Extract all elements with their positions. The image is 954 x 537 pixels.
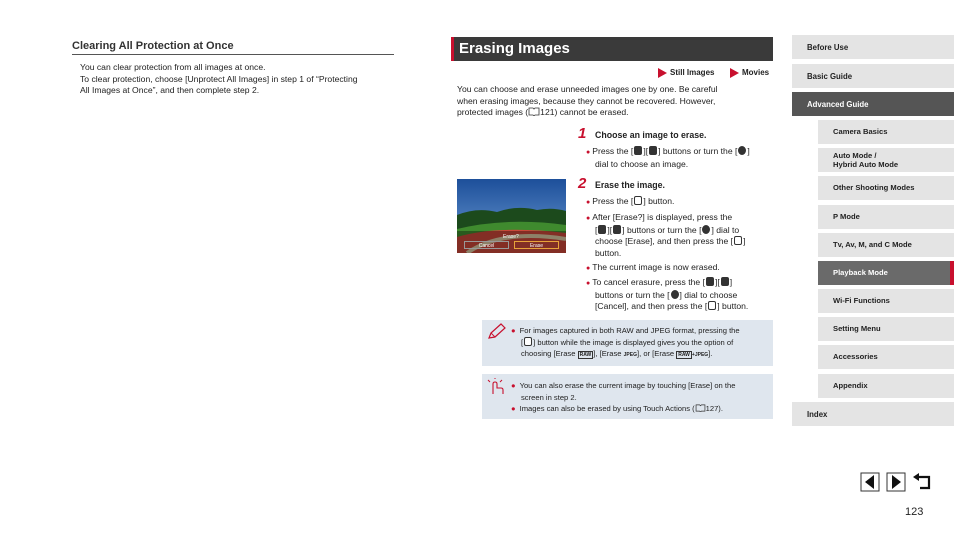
nav-before-use[interactable] xyxy=(792,35,954,59)
text-part: ] xyxy=(743,236,746,246)
nav-p-mode[interactable] xyxy=(818,205,954,229)
body-line: To clear protection, choose [Unprotect All Images] in step 1 of “Protecting xyxy=(80,73,358,84)
text-part: screen in step 2. xyxy=(521,392,577,402)
nav-label: Other Shooting Modes xyxy=(833,183,915,193)
nav-label: Advanced Guide xyxy=(807,99,869,109)
text-part: ] buttons or turn the [ xyxy=(658,146,738,156)
nav-appendix[interactable] xyxy=(818,374,954,398)
trash-icon xyxy=(634,196,642,205)
previous-page-icon[interactable] xyxy=(860,472,880,492)
right-arrow-icon xyxy=(721,277,729,286)
book-icon xyxy=(528,107,540,116)
nav-wifi-functions[interactable] xyxy=(818,289,954,313)
text-part: After [Erase?] is displayed, press the xyxy=(592,212,733,222)
nav-label: Basic Guide xyxy=(807,71,853,81)
text-part: Press the [ xyxy=(592,196,634,206)
step-bullet xyxy=(586,277,776,313)
screen-erase-button[interactable]: Erase xyxy=(514,241,559,249)
text-part: choose [Erase], and then press the [ xyxy=(595,236,734,246)
intro-line xyxy=(457,107,773,119)
trash-icon xyxy=(524,337,532,346)
mode-movies xyxy=(730,68,769,78)
intro-line: when erasing images, because they cannot be recovered. However, xyxy=(457,95,716,106)
text-part: To cancel erasure, press the [ xyxy=(592,277,705,287)
nav-basic-guide[interactable] xyxy=(792,64,954,88)
nav-index[interactable] xyxy=(792,402,954,426)
right-arrow-icon xyxy=(613,225,621,234)
pencil-note-icon xyxy=(486,323,508,341)
bullet-dot-icon: ● xyxy=(511,381,516,390)
bullet-dot-icon: ● xyxy=(586,149,591,156)
nav-label: Appendix xyxy=(833,381,868,391)
nav-label: Playback Mode xyxy=(833,268,888,278)
text-part: [ xyxy=(595,224,598,235)
text-part: ]. xyxy=(708,349,713,358)
nav-playback-mode[interactable] xyxy=(818,261,954,285)
text-part: [Cancel], and then press the [ xyxy=(595,301,708,311)
nav-other-shooting-modes[interactable] xyxy=(818,176,954,200)
text-part: 121) cannot be erased. xyxy=(540,107,629,117)
bullet-dot-icon: ● xyxy=(586,265,591,272)
text-part: buttons or turn the [ xyxy=(595,289,670,300)
text-part: ][ xyxy=(714,277,720,287)
nav-setting-menu[interactable] xyxy=(818,317,954,341)
text-part: [ xyxy=(521,337,524,347)
intro-line: You can choose and erase unneeded images one by one. Be careful xyxy=(457,84,718,94)
nav-label xyxy=(833,151,898,170)
raw-label: RAW xyxy=(678,352,690,358)
nav-label: Camera Basics xyxy=(833,127,888,137)
step-bullet xyxy=(586,146,776,170)
page-header xyxy=(451,37,773,61)
next-page-icon[interactable] xyxy=(886,472,906,492)
text-part: For images captured in both RAW and JPEG format, pressing the xyxy=(519,326,740,335)
step-number: 2 xyxy=(578,175,587,192)
raw-icon: RAW xyxy=(579,352,592,358)
note-box xyxy=(482,320,773,366)
section-title: Clearing All Protection at Once xyxy=(72,40,394,55)
text-part: ] dial to choose xyxy=(679,289,738,300)
func-set-icon xyxy=(708,301,716,310)
camera-screen-image xyxy=(457,179,566,253)
step-title: Erase the image. xyxy=(595,180,665,190)
text-part: 127). xyxy=(705,404,723,413)
bullet-dot-icon: ● xyxy=(586,280,591,287)
mode-label: Still Images xyxy=(670,68,715,78)
bullet-dot-icon: ● xyxy=(586,199,591,206)
text-part: Press the [ xyxy=(592,146,634,156)
book-icon xyxy=(695,404,706,412)
jpeg-label: JPEG xyxy=(694,352,709,358)
nav-label: Index xyxy=(807,409,828,419)
text-part: ] button. xyxy=(643,196,675,206)
plus-sign: + xyxy=(691,352,695,358)
text-part: ], [Erase xyxy=(593,349,624,358)
dial-icon xyxy=(671,290,679,299)
step-bullet xyxy=(586,262,776,275)
body-line: You can clear protection from all images at once. xyxy=(80,62,266,72)
left-arrow-icon xyxy=(706,277,714,286)
note-text xyxy=(511,325,773,362)
text-part: dial to choose an image. xyxy=(595,158,689,169)
nav-label: Wi-Fi Functions xyxy=(833,296,890,306)
text-part: ] dial to xyxy=(711,224,740,235)
right-arrow-icon xyxy=(649,146,657,155)
body-line: All Images at Once”, and then complete step 2. xyxy=(80,85,260,95)
nav-label-line: Hybrid Auto Mode xyxy=(833,160,899,169)
nav-label: P Mode xyxy=(833,212,860,222)
page-number: 123 xyxy=(905,506,924,518)
nav-advanced-guide[interactable] xyxy=(792,92,954,116)
intro-text xyxy=(457,84,773,119)
touch-note-icon xyxy=(486,378,508,396)
bullet-dot-icon: ● xyxy=(511,404,516,413)
page-title: Erasing Images xyxy=(459,40,570,57)
step-bullet xyxy=(586,212,776,259)
text-part: ] buttons or turn the [ xyxy=(622,224,702,235)
play-triangle-icon xyxy=(730,68,739,78)
mode-still-images xyxy=(658,68,714,78)
raw-jpeg-icon xyxy=(676,351,708,359)
text-part: The current image is now erased. xyxy=(592,262,720,272)
jpeg-icon: JPEG xyxy=(623,352,637,358)
func-set-icon xyxy=(734,236,742,245)
note-box xyxy=(482,374,773,419)
text-part: ] button while the image is displayed gives you the option of xyxy=(533,337,734,347)
text-part: protected images ( xyxy=(457,107,529,117)
mode-label: Movies xyxy=(742,68,770,78)
screen-prompt: Erase? xyxy=(503,234,519,240)
text-part: You can also erase the current image by touching [Erase] on the xyxy=(519,381,736,390)
text-part: ] xyxy=(747,146,750,156)
bullet-dot-icon: ● xyxy=(511,326,516,335)
step-number: 1 xyxy=(578,125,587,142)
screen-cancel-button[interactable]: Cancel xyxy=(464,241,509,249)
nav-label: Before Use xyxy=(807,42,849,52)
left-arrow-icon xyxy=(598,225,606,234)
nav-accessories[interactable] xyxy=(818,345,954,369)
step-title: Choose an image to erase. xyxy=(595,130,707,140)
nav-auto-mode[interactable] xyxy=(818,148,954,172)
text-part: ][ xyxy=(607,224,613,235)
play-triangle-icon xyxy=(658,68,667,78)
text-part: Images can also be erased by using Touch Actions ( xyxy=(519,404,695,413)
section-body xyxy=(80,62,398,97)
note-text xyxy=(511,380,773,415)
dial-icon xyxy=(738,146,746,155)
nav-label: Setting Menu xyxy=(833,324,881,334)
left-arrow-icon xyxy=(634,146,642,155)
nav-camera-basics[interactable] xyxy=(818,120,954,144)
nav-label: Tv, Av, M, and C Mode xyxy=(833,240,912,250)
back-return-icon[interactable] xyxy=(912,472,934,492)
bullet-dot-icon: ● xyxy=(586,215,591,222)
text-part: ], or [Erase xyxy=(636,349,677,358)
text-part: ] xyxy=(729,277,733,287)
text-part: button. xyxy=(595,247,622,258)
text-part: ] button. xyxy=(717,301,749,311)
step-bullet xyxy=(586,196,776,209)
nav-label-line: Auto Mode / xyxy=(833,150,877,160)
nav-label: Accessories xyxy=(833,352,878,362)
text-part: ][ xyxy=(643,146,649,156)
nav-tv-av-m-c-mode[interactable] xyxy=(818,233,954,257)
text-part: choosing [Erase xyxy=(521,349,578,358)
dial-icon xyxy=(702,225,710,234)
